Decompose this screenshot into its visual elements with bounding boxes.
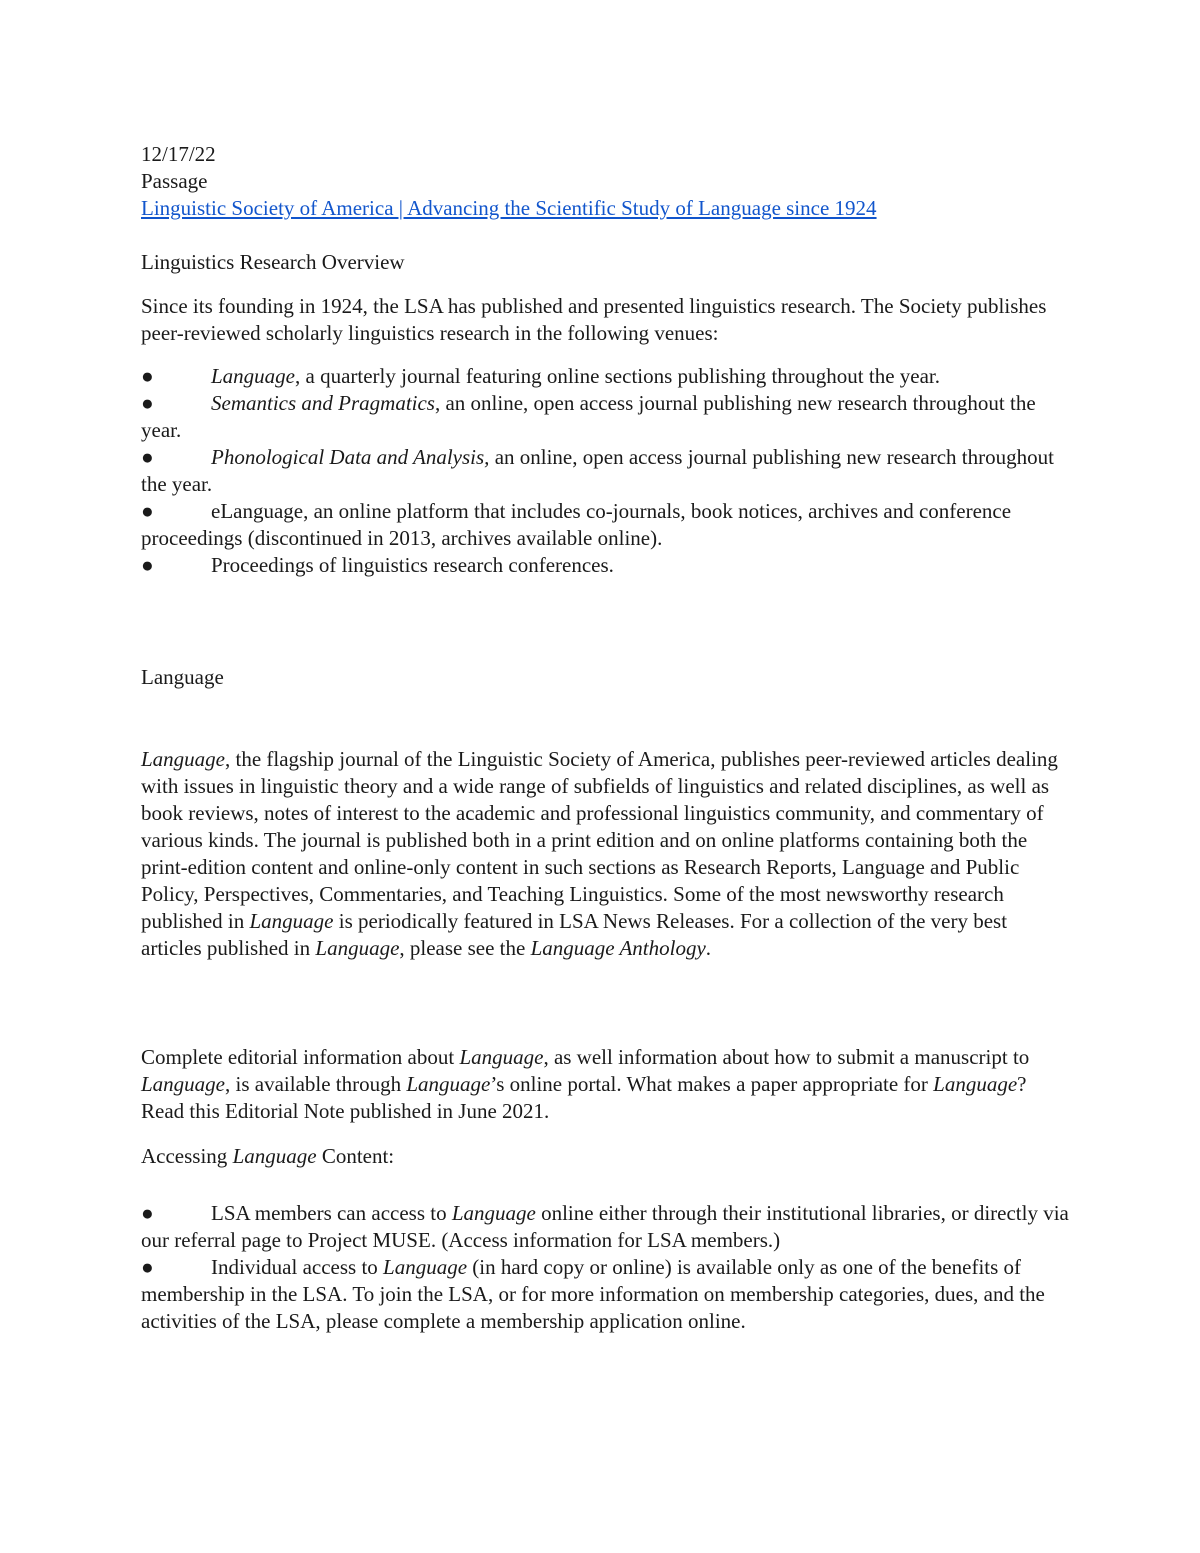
- venue-title: Semantics and Pragmatics: [211, 391, 435, 415]
- document-page: [141, 141, 1071, 1335]
- bullet-icon: ●: [141, 445, 154, 469]
- date: 12/17/22: [141, 142, 216, 166]
- language-paragraph: Language, the flagship journal of the Linguistic Society of America, publishes peer-reviewed articles dealing with issues in linguistic theory and a wide range of subfields of linguistics and related disciplines, as well as book reviews, notes of interest to the academic and professional linguistics community, and commentary of various kinds. The journal is published both in a print edition and on online platforms containing both the print-edition content and online-only content in such sections as Research Reports, Language and Public Policy, Perspectives, Commentaries, and Teaching Linguistics. Some of the most newsworthy research published in Language is periodically featured in LSA News Releases. For a collection of the very best articles published in Language, please see the Language Anthology.: [141, 747, 1058, 960]
- lsa-link[interactable]: Linguistic Society of America | Advancing the Scientific Study of Language since 1924: [141, 196, 877, 220]
- list-item: ● Individual access to Language (in hard copy or online) is available only as one of the benefits of membership in the LSA. To join the LSA, or for more information on membership categories, dues, and the activities of the LSA, please complete a membership application online.: [141, 1255, 1045, 1333]
- bullet-icon: ●: [141, 553, 154, 577]
- access-heading: Accessing Language Content:: [141, 1144, 395, 1168]
- bullet-icon: ●: [141, 1201, 154, 1225]
- list-item: ● eLanguage, an online platform that includes co-journals, book notices, archives and conference proceedings (discontinued in 2013, archives available online).: [141, 499, 1012, 550]
- venue-title: Phonological Data and Analysis,: [211, 445, 490, 469]
- language-heading: Language: [141, 665, 224, 689]
- bullet-icon: ●: [141, 364, 154, 388]
- access-list: [141, 1200, 1071, 1335]
- passage-label: Passage: [141, 169, 208, 193]
- overview-intro: Since its founding in 1924, the LSA has published and presented linguistics research. The Society publishes peer-reviewed scholarly linguistics research in the following venues:: [141, 294, 1047, 345]
- list-item: ● Language, a quarterly journal featuring online sections publishing throughout the year.: [141, 364, 941, 388]
- list-item: ● Proceedings of linguistics research conferences.: [141, 553, 614, 577]
- bullet-icon: ●: [141, 1255, 154, 1279]
- list-item: ● LSA members can access to Language online either through their institutional libraries, or directly via our referral page to Project MUSE. (Access information for LSA members.): [141, 1201, 1069, 1252]
- bullet-icon: ●: [141, 499, 154, 523]
- list-item: ● Semantics and Pragmatics, an online, open access journal publishing new research throughout the year.: [141, 391, 1036, 442]
- bullet-icon: ●: [141, 391, 154, 415]
- overview-heading: Linguistics Research Overview: [141, 250, 405, 274]
- venue-title: Language: [211, 364, 295, 388]
- list-item: ● Phonological Data and Analysis, an online, open access journal publishing new research throughout the year.: [141, 445, 1054, 496]
- venues-list: [141, 363, 1071, 579]
- editorial-paragraph: Complete editorial information about Language, as well information about how to submit a manuscript to Language, is available through Language’s online portal. What makes a paper appropriate for Language? Read this Editorial Note published in June 2021.: [141, 1045, 1030, 1123]
